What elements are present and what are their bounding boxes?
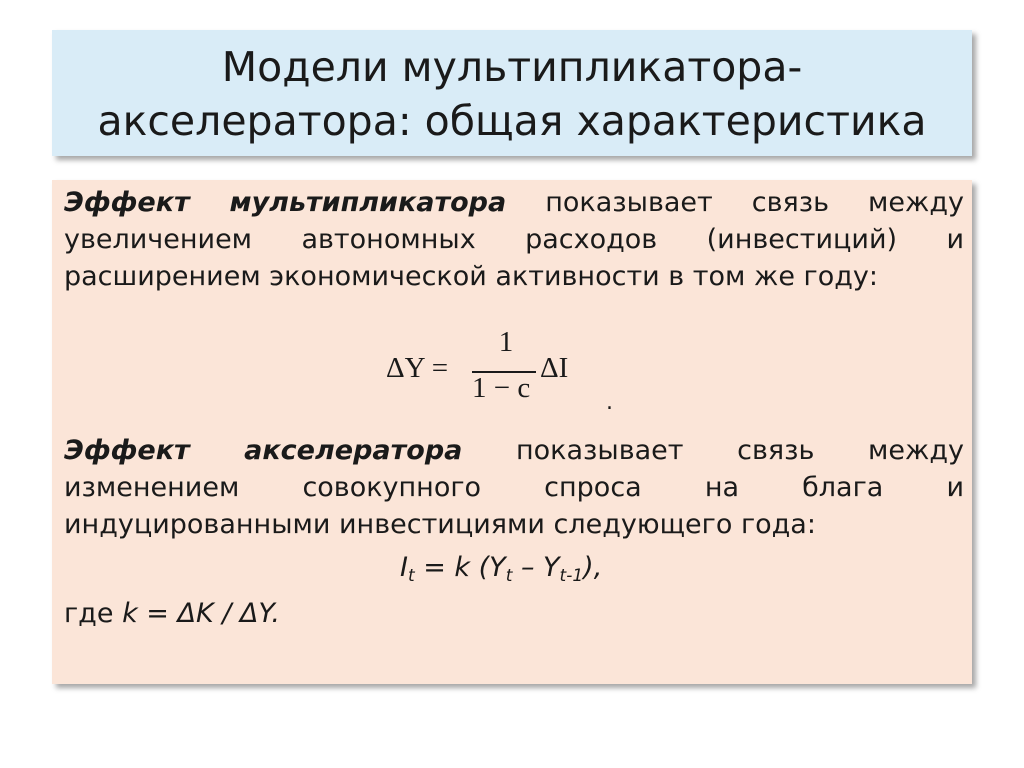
multiplier-formula-lhs: ΔY =: [386, 352, 449, 384]
multiplier-formula-numerator: 1: [498, 326, 514, 358]
content-panel: [52, 180, 972, 684]
slide-title: [52, 30, 972, 156]
formula-trailing-dot: .: [606, 390, 613, 415]
multiplier-term: Эффект мультипликатора: [64, 187, 507, 218]
accelerator-formula: $I_t = k$ $(Y_t - Y_{t-1})$,: [400, 552, 603, 586]
multiplier-paragraph: [64, 184, 964, 295]
multiplier-formula-denominator: 1 − c: [472, 372, 531, 404]
accelerator-coefficient-definition: где k = ΔK / ΔY.: [64, 598, 280, 629]
accelerator-text: показывает связь между изменением совокупного спроса на блага и индуцированными инвестициями следующего года:: [64, 435, 964, 540]
multiplier-formula-rhs: ΔI: [540, 352, 569, 384]
title-line-1: Модели мультипликатора-: [221, 43, 803, 91]
accelerator-paragraph: [64, 432, 964, 543]
multiplier-formula: [386, 326, 586, 416]
multiplier-text: показывает связь между увеличением автономных расходов (инвестиций) и расширением экономической активности в том же году:: [64, 187, 964, 292]
accelerator-term: Эффект акселератора: [64, 435, 463, 466]
title-line-2: акселератора: общая характеристика: [97, 97, 927, 145]
